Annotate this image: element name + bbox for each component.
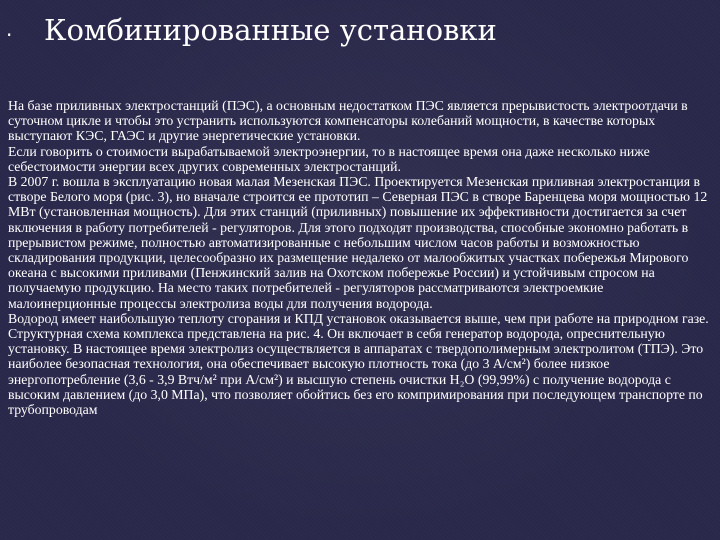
paragraph: Если говорить о стоимости вырабатываемой электроэнергии, то в настоящее время она даже несколько ниже себестоимости энергии всех других современных электростанций. bbox=[8, 143, 650, 174]
paragraph: На базе приливных электростанций (ПЭС), а основным недостатком ПЭС является прерывистость электроотдачи в суточном цикле и чтобы это устранить используются компенсаторы колебаний мощности, в качестве которых выступают КЭС, ГАЭС и другие энергетические установки. bbox=[8, 98, 688, 144]
title-row bbox=[6, 6, 706, 56]
paragraph: Водород имеет наибольшую теплоту сгорания и КПД установок оказывается выше, чем при работе на природном газе. Структурная схема комплекса представлена на рис. 4. Он включает в себя генератор водорода, опреснительную установку. В настоящее время электролиз осуществляется в аппаратах с твердополимерным электролитом (ТПЭ). Это наиболее безопасная технология, она обеспечивает высокую плотность тока (до 3 А/см²) более низкое энергопотребление (3,6 - 3,9 Втч/м² при А/см²) и высшую степень очистки H₂O (99,99%) с получение водорода с высоким давлением (до 3,0 МПа), что позволяет обойтись без его компримирования при последующем транспорте по трубопроводам bbox=[8, 310, 709, 418]
title-bullet: . bbox=[6, 17, 13, 41]
body-text bbox=[8, 98, 714, 417]
slide-title: Комбинированные установки bbox=[44, 13, 497, 47]
paragraph: В 2007 г. вошла в эксплуатацию новая малая Мезенская ПЭС. Проектируется Мезенская приливная электростанция в створе Белого моря (рис. 3), но вначале строится ее прототип – Северная ПЭС в створе Баренцева моря мощностью 12 МВт (установленная мощность). Для этих станций (приливных) повышение их эффективности достигается за счет включения в работу потребителей - регуляторов. Для этого подходят производства, способные экономно работать в прерывистом режиме, полностью автоматизированные с небольшим числом часов работы и возможностью складирования продукции, целесообразно их размещение недалеко от малообжитых участках побережья Мирового океана с высокими приливами (Пенжинский залив на Охотском побережье России) и устойчивым спросом на получаемую продукцию. На место таких потребителей - регуляторов рассматриваются электроемкие малоинерционные процессы электролиза воды для получения водорода. bbox=[8, 174, 708, 311]
